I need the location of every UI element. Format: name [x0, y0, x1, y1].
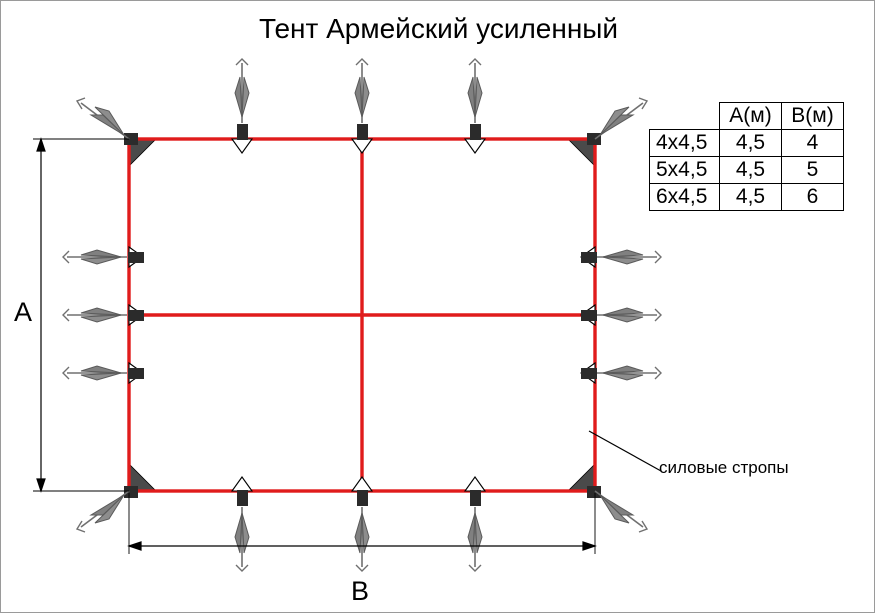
dimension-label-b: B	[351, 576, 370, 606]
callout-leader	[589, 431, 661, 471]
size-table	[649, 102, 844, 211]
dimension-label-a: A	[14, 297, 33, 327]
cell-size-a: 4,5	[720, 184, 782, 211]
tarp-drawing	[1, 1, 875, 613]
cell-size-name: 6х4,5	[650, 184, 720, 211]
table-row	[650, 130, 844, 157]
size-table-body	[650, 130, 844, 211]
cell-size-a: 4,5	[720, 157, 782, 184]
cell-size-a: 4,5	[720, 130, 782, 157]
cell-size-b: 6	[782, 184, 844, 211]
size-table-head	[650, 103, 844, 130]
cell-size-name: 5х4,5	[650, 157, 720, 184]
cell-size-b: 5	[782, 157, 844, 184]
table-header-b: B(м)	[782, 103, 844, 130]
page-title: Тент Армейский усиленный	[258, 13, 619, 44]
table-header-a: A(м)	[720, 103, 782, 130]
table-row	[650, 103, 844, 130]
table-row	[650, 184, 844, 211]
table-header-name	[650, 103, 720, 130]
cell-size-b: 4	[782, 130, 844, 157]
table-row	[650, 157, 844, 184]
cell-size-name: 4х4,5	[650, 130, 720, 157]
callout-label: силовые стропы	[659, 458, 789, 477]
